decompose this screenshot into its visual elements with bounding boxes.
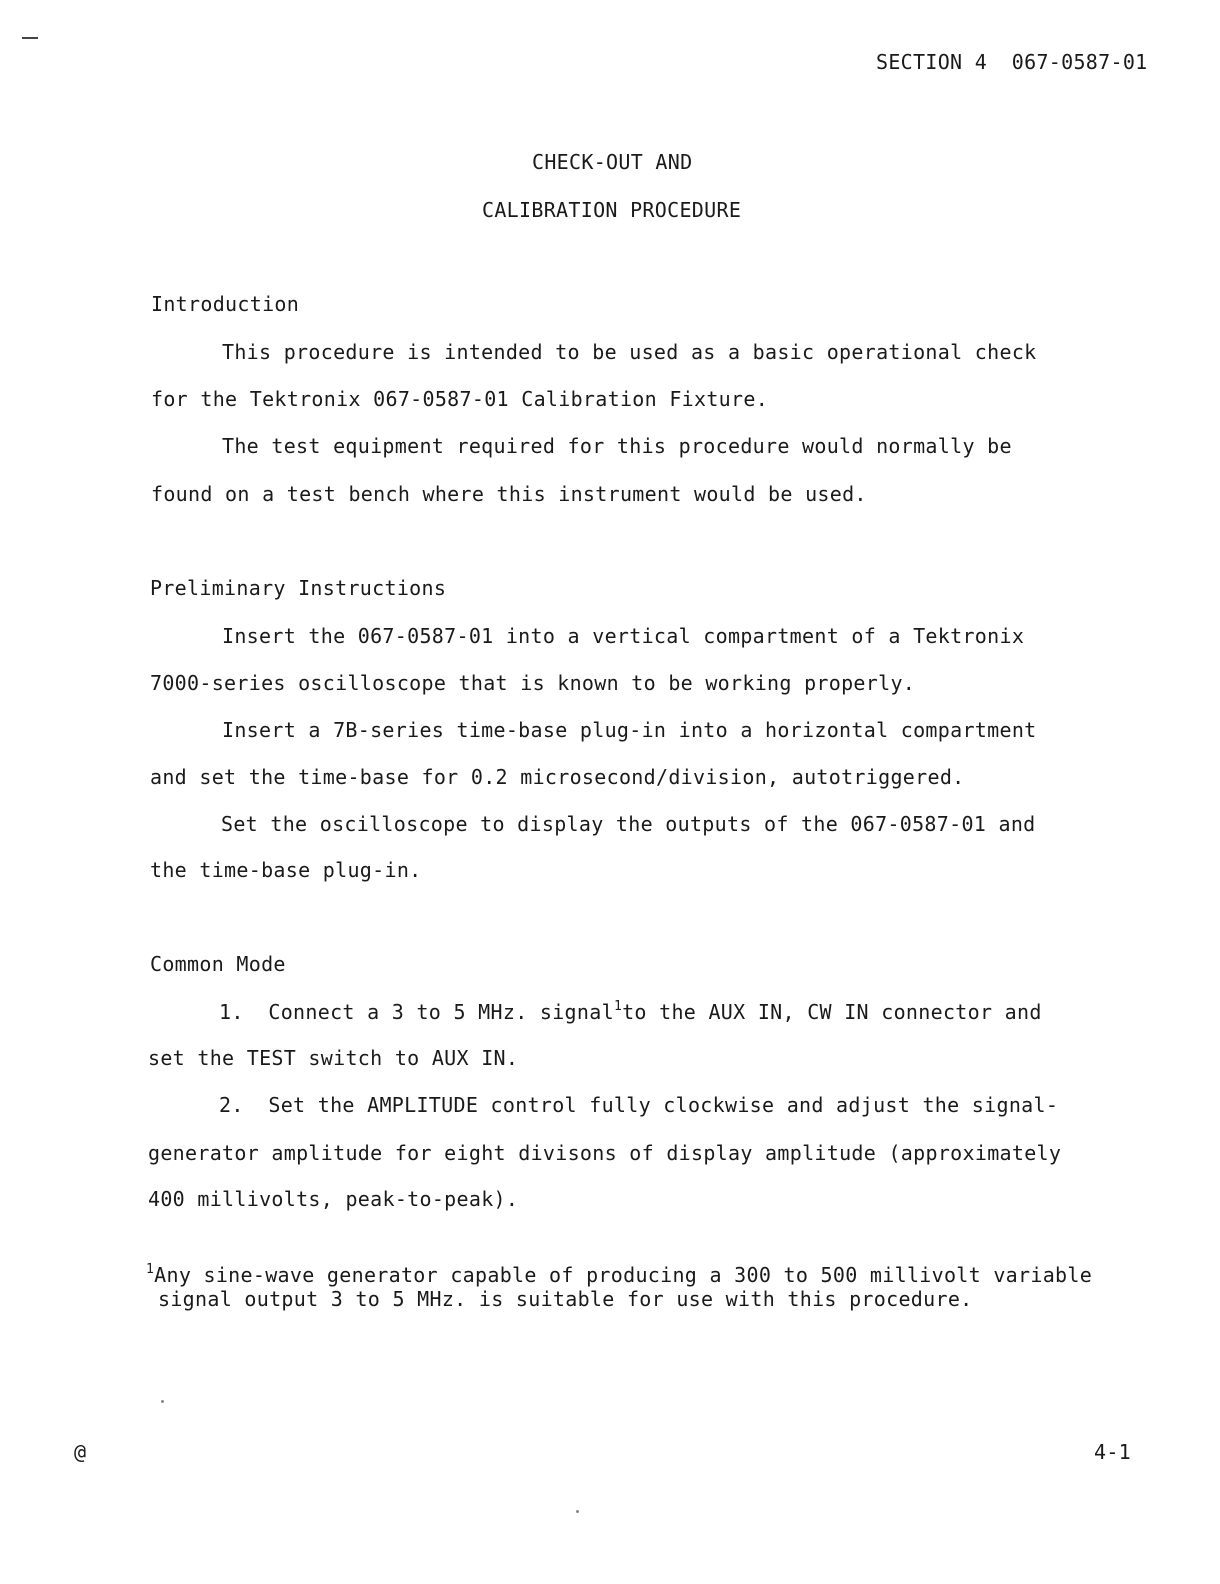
part-number: 067-0587-01 bbox=[1011, 50, 1148, 74]
preliminary-p1-line1: Insert the 067-0587-01 into a vertical compartment of a Tektronix bbox=[222, 624, 1025, 648]
step-2-text: Set the AMPLITUDE control fully clockwise and adjust the signal- bbox=[268, 1093, 1059, 1117]
footnote-reference: 1 bbox=[613, 999, 623, 1014]
introduction-p1-line1: This procedure is intended to be used as a basic operational check bbox=[222, 340, 1037, 364]
step-1-line1 bbox=[219, 999, 1042, 1024]
introduction-heading: Introduction bbox=[151, 292, 300, 316]
preliminary-p3-line2: the time-base plug-in. bbox=[150, 858, 422, 882]
preliminary-p3-line1: Set the oscilloscope to display the outputs of the 067-0587-01 and bbox=[221, 812, 1036, 836]
section-label: SECTION 4 bbox=[876, 50, 988, 74]
footnote-marker: 1 bbox=[146, 1262, 155, 1277]
preliminary-p2-line2: and set the time-base for 0.2 microsecond/division, autotriggered. bbox=[150, 765, 965, 789]
step-1-line2: set the TEST switch to AUX IN. bbox=[148, 1046, 519, 1070]
footnote-line2: signal output 3 to 5 MHz. is suitable for use with this procedure. bbox=[158, 1287, 973, 1311]
footnote-text-1: Any sine-wave generator capable of producing a 300 to 500 millivolt variable bbox=[154, 1263, 1093, 1287]
scan-speck bbox=[161, 1400, 164, 1403]
corner-mark bbox=[22, 37, 38, 39]
step-1-text-a: Connect a 3 to 5 MHz. signal bbox=[268, 1000, 614, 1024]
step-1-number: 1. bbox=[219, 1000, 244, 1024]
step-1-text-b: to the AUX IN, CW IN connector and bbox=[622, 1000, 1042, 1024]
preliminary-p1-line2: 7000-series oscilloscope that is known to be working properly. bbox=[150, 671, 916, 695]
step-2-line2: generator amplitude for eight divisons of display amplitude (approximately bbox=[148, 1141, 1062, 1165]
preliminary-heading: Preliminary Instructions bbox=[150, 576, 447, 600]
common-mode-heading: Common Mode bbox=[150, 952, 286, 976]
section-header bbox=[876, 50, 1148, 74]
step-2-line1 bbox=[219, 1093, 1058, 1117]
scan-speck bbox=[576, 1510, 579, 1513]
step-2-number: 2. bbox=[219, 1093, 244, 1117]
introduction-p1-line2: for the Tektronix 067-0587-01 Calibration Fixture. bbox=[151, 387, 769, 411]
title-line-1: CHECK-OUT AND bbox=[532, 150, 693, 174]
footer-symbol: @ bbox=[74, 1440, 87, 1464]
title-line-2: CALIBRATION PROCEDURE bbox=[482, 198, 742, 222]
page-number: 4-1 bbox=[1094, 1440, 1132, 1464]
preliminary-p2-line1: Insert a 7B-series time-base plug-in into a horizontal compartment bbox=[222, 718, 1037, 742]
footnote-line1 bbox=[146, 1262, 1092, 1287]
step-2-line3: 400 millivolts, peak-to-peak). bbox=[148, 1187, 519, 1211]
introduction-p2-line2: found on a test bench where this instrument would be used. bbox=[151, 482, 867, 506]
introduction-p2-line1: The test equipment required for this procedure would normally be bbox=[222, 434, 1012, 458]
